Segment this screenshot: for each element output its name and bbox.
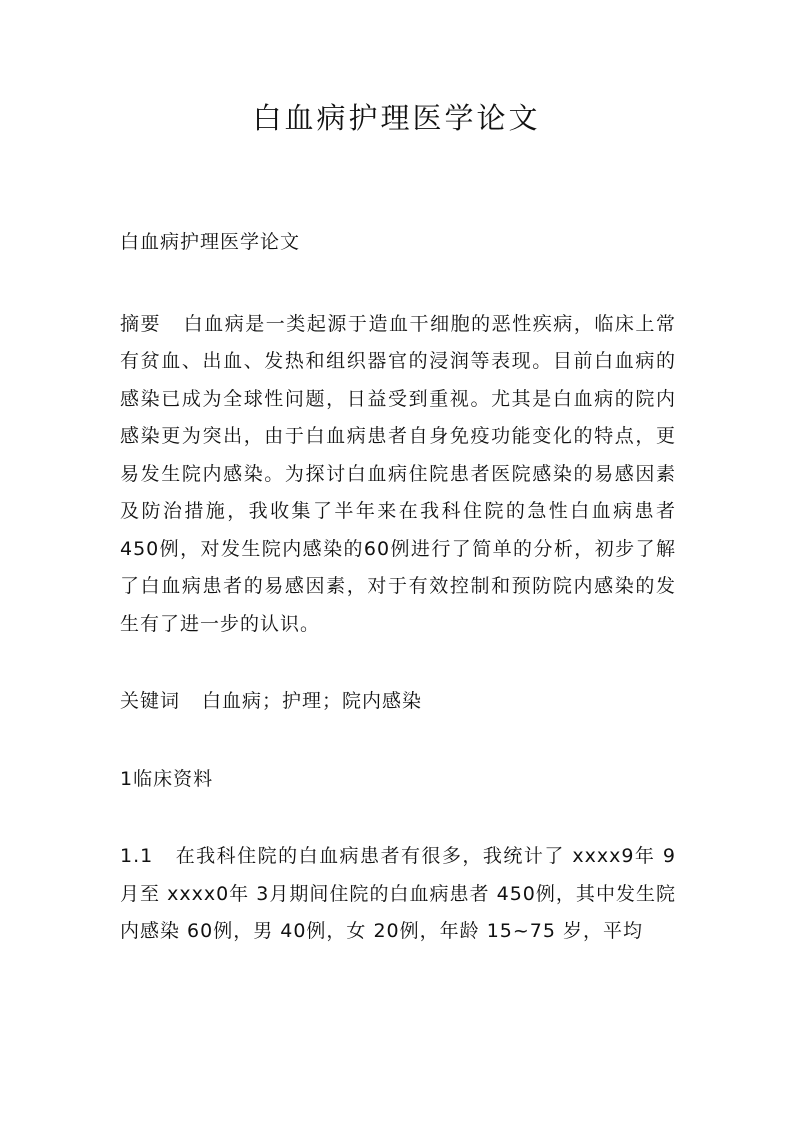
spacer <box>120 262 676 306</box>
keywords-text: 白血病；护理；院内感染 <box>202 690 423 712</box>
abstract-text: 白血病是一类起源于造血干细胞的恶性疾病，临床上常有贫血、出血、发热和组织器官的浸润等表现。目前白血病的感染已成为全球性问题，日益受到重视。尤其是白血病的院内感染更为突出，由于白血病患者自身免疫功能变化的特点，更易发生院内感染。为探讨白血病住院患者医院感染的易感因素及防治措施，我收集了半年来在我科住院的急性白血病患者 450例，对发生院内感染的60例进行了简单的分析，初步了解了白血病患者的易感因素，对于有效控制和预防院内感染的发生有了进一步的认识。 <box>120 312 676 635</box>
document-body <box>120 224 676 951</box>
spacer <box>120 643 676 683</box>
document-subtitle: 白血病护理医学论文 <box>120 231 301 253</box>
section-text: 在我科住院的白血病患者有很多，我统计了 xxxx9年 9月至 xxxx0年 3月期间住院的白血病患者 450例，其中发生院内感染 60例，男 40例，女 20例，年龄 15~75 岁，平均 <box>120 845 676 942</box>
spacer <box>120 721 676 761</box>
keywords-paragraph <box>120 683 676 721</box>
section-heading: 1临床资料 <box>120 767 214 790</box>
section-1-1-paragraph <box>120 838 676 951</box>
keywords-label: 关键词 <box>120 690 181 712</box>
section-number: 1.1 <box>120 845 154 867</box>
spacer <box>120 798 676 838</box>
document-title: 白血病护理医学论文 <box>252 101 541 135</box>
abstract-paragraph <box>120 306 676 644</box>
abstract-label: 摘要 <box>120 312 162 335</box>
